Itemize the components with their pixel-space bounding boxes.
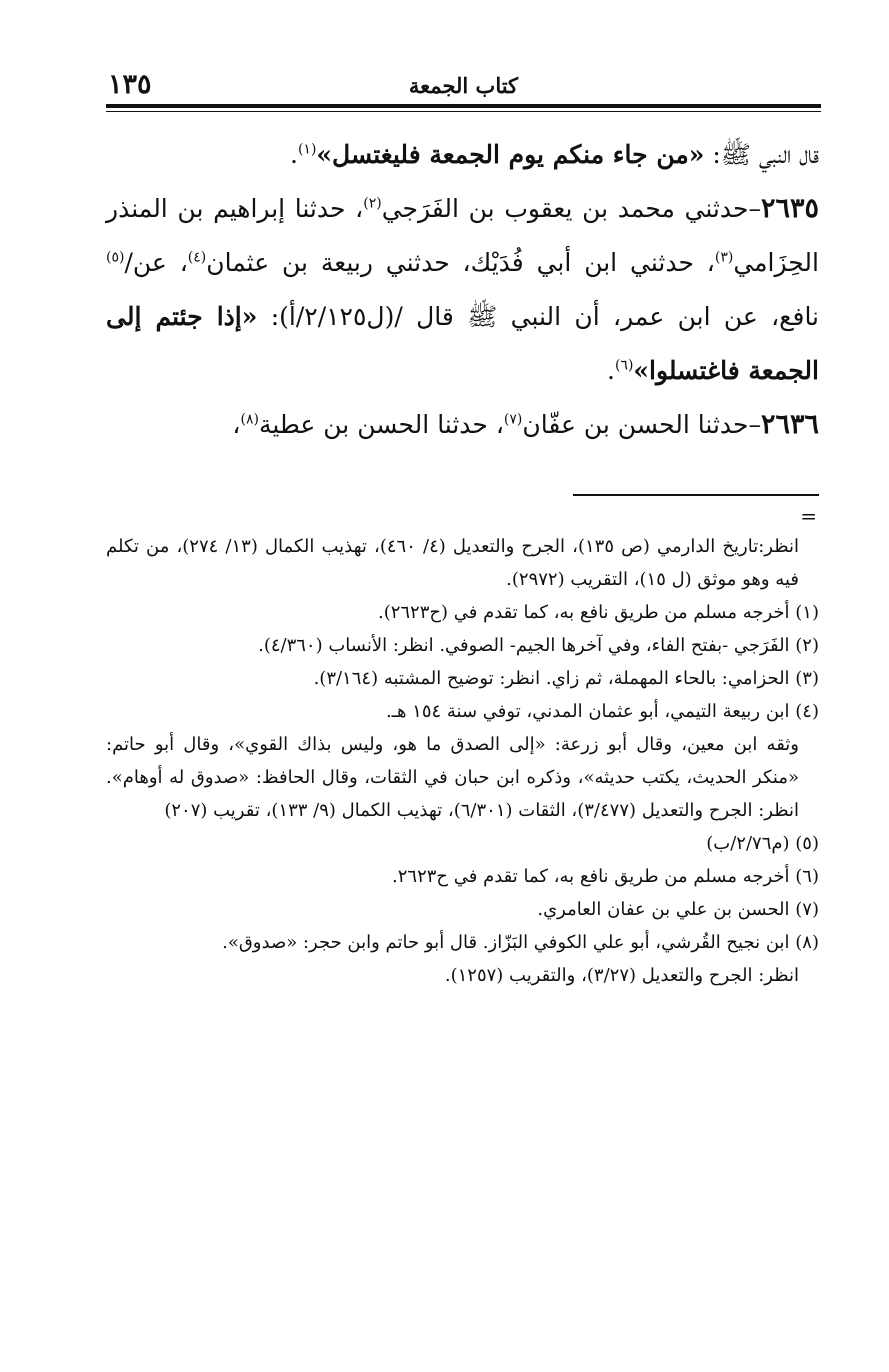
footnote-ref: (٤) bbox=[187, 249, 207, 266]
paragraph-hadith-2635 bbox=[106, 182, 819, 398]
hadith-number: ٢٦٣٦ bbox=[760, 409, 819, 440]
footnote-ref: (٦) bbox=[614, 357, 634, 374]
footnote-item: (٤) ابن ربيعة التيمي، أبو عثمان المدني، توفي سنة ١٥٤ هـ. bbox=[385, 701, 819, 722]
footnote-item: (٢) الفَرَجي -بفتح الفاء، وفي آخرها الجيم- الصوفي. انظر: الأنساب (٤/٣٦٠). bbox=[258, 635, 819, 656]
footnote-item: (١) أخرجه مسلم من طريق نافع به، كما تقدم في (ح٢٦٢٣). bbox=[377, 602, 819, 623]
text-span: ، bbox=[232, 410, 241, 439]
footnote-continuation: انظر:تاريخ الدارمي (ص ١٣٥)، الجرح والتعديل (٤/ ٤٦٠)، تهذيب الكمال (١٣/ ٢٧٤)، من تكلم فيه وهو موثق (ل ١٥)، التقريب (٢٩٧٢). bbox=[106, 536, 799, 590]
text-span: نافع، عن ابن عمر، أن النبي ﷺ قال /(ل٢/١٢٥/أ): bbox=[257, 302, 820, 331]
text-span: –حدثنا الحسن بن عفّان bbox=[522, 410, 761, 439]
header-rule-thick bbox=[106, 104, 821, 108]
main-text bbox=[106, 128, 819, 452]
footnote-separator bbox=[573, 494, 819, 496]
footnote-item: (٧) الحسن بن علي بن عفان العامري. bbox=[537, 899, 819, 920]
footnote-item: (٣) الحزامي: بالحاء المهملة، ثم زاي. انظر: توضيح المشتبه (٣/١٦٤). bbox=[313, 668, 819, 689]
footnotes bbox=[106, 530, 819, 992]
footnote-item: (٥) (م٢/٧٦/ب) bbox=[706, 833, 819, 854]
page-header bbox=[108, 70, 819, 102]
hadith-number: ٢٦٣٥ bbox=[760, 193, 819, 224]
header-rule-thin bbox=[106, 111, 821, 112]
page-number: ١٣٥ bbox=[108, 69, 152, 100]
footnote-ref: (٣) bbox=[714, 249, 734, 266]
text-span: قال النبي ﷺ: bbox=[704, 140, 819, 169]
text-span: –حدثني محمد بن يعقوب بن الفَرَجي bbox=[381, 194, 761, 223]
footnote-detail: انظر: الجرح والتعديل (٣/٢٧)، والتقريب (١٢٥٧). bbox=[444, 965, 799, 986]
text-span: . bbox=[607, 356, 615, 385]
paragraph-hadith-2636 bbox=[106, 398, 819, 452]
footnote-ref: (١) bbox=[297, 141, 317, 158]
text-span: ، حدثني ابن أبي فُدَيْك، حدثني ربيعة بن عثمان bbox=[206, 248, 715, 277]
footnote-detail: وثقه ابن معين، وقال أبو زرعة: «إلى الصدق ما هو، وليس بذاك القوي»، وقال أبو حاتم: «منكر الحديث، يكتب حديثه»، وذكره ابن حبان في الثقات، وقال الحافظ: «صدوق له أوهام». انظر: الجرح والتعديل (٣/٤٧٧)، الثقات (٦/٣٠١)، تهذيب الكمال (٩/ ١٣٣)، تقريب (٢٠٧) bbox=[106, 734, 799, 821]
paragraph-intro bbox=[106, 128, 819, 182]
hadith-quote: «إذا جئتم إلى الجمعة فاغتسلوا» bbox=[106, 302, 819, 385]
text-span: ، حدثنا إبراهيم بن المنذر الحِزَامي bbox=[106, 194, 819, 277]
footnote-item: (٦) أخرجه مسلم من طريق نافع به، كما تقدم في ح٢٦٢٣. bbox=[392, 866, 819, 887]
text-span: ، حدثنا الحسن بن عطية bbox=[258, 410, 504, 439]
continuation-mark: = bbox=[800, 504, 817, 528]
footnote-ref: (٢) bbox=[363, 195, 382, 212]
footnote-item: (٨) ابن نجيح القُرشي، أبو علي الكوفي البَزّاز. قال أبو حاتم وابن حجر: «صدوق». bbox=[222, 932, 819, 953]
footnote-ref: (٧) bbox=[503, 411, 523, 428]
hadith-quote: «من جاء منكم يوم الجمعة فليغتسل» bbox=[316, 140, 705, 169]
footnote-ref: (٥) bbox=[106, 249, 125, 266]
footnote-ref: (٨) bbox=[240, 411, 259, 428]
text-span: . bbox=[289, 140, 298, 169]
running-title: كتاب الجمعة bbox=[408, 73, 519, 98]
text-span: ، عن/ bbox=[124, 248, 188, 277]
